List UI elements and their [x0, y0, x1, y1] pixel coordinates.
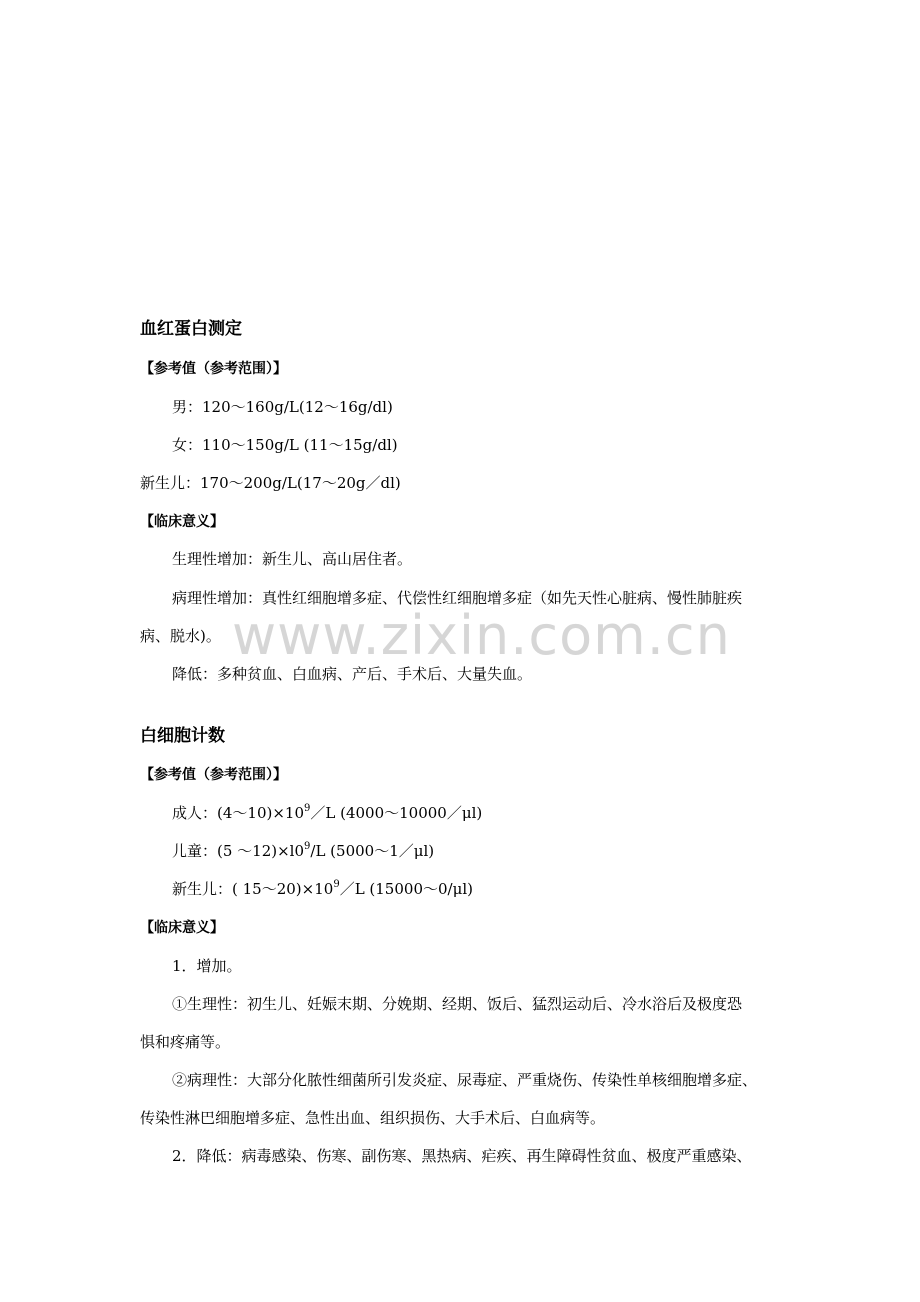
- reference-label: 【参考值（参考范围）】: [140, 767, 287, 783]
- decrease-line1: 2．降低：病毒感染、伤寒、副伤寒、黑热病、疟疾、再生障碍性贫血、极度严重感染、: [172, 1147, 752, 1165]
- reference-label: 【参考值（参考范围）】: [140, 361, 287, 377]
- reference-newborn: 新生儿：170～200g/L(17～20g／dl): [140, 474, 401, 492]
- physiological-increase: 生理性增加：新生儿、高山居住者。: [172, 550, 413, 568]
- exponent: 9: [304, 803, 311, 814]
- watermark: www.zixin.com.cn: [232, 604, 731, 667]
- reference-adult-b: ／L (4000～10000／μl): [310, 804, 483, 822]
- section-title-wbc: 白细胞计数: [140, 726, 225, 746]
- reference-child-b: /L (5000～1／μl): [310, 842, 435, 860]
- reference-newborn-b: ／L (15000～0/μl): [339, 880, 473, 898]
- section-title-hemoglobin: 血红蛋白测定: [140, 319, 242, 339]
- reference-child: [172, 841, 434, 861]
- pathological-increase-line1: 病理性增加：真性红细胞增多症、代偿性红细胞增多症（如先天性心脏病、慢性肺脏疾: [172, 589, 743, 607]
- pathological-increase-line2: 病、脱水)。: [140, 627, 221, 645]
- increase-heading: 1．增加。: [172, 957, 242, 975]
- physiological-line1: ①生理性：初生儿、妊娠末期、分娩期、经期、饭后、猛烈运动后、冷水浴后及极度恐: [172, 995, 743, 1013]
- reference-newborn: [172, 879, 473, 899]
- decrease-text: 降低：多种贫血、白血病、产后、手术后、大量失血。: [172, 665, 533, 683]
- clinical-label: 【临床意义】: [140, 514, 224, 530]
- pathological-line2: 传染性淋巴细胞增多症、急性出血、组织损伤、大手术后、白血病等。: [140, 1109, 606, 1127]
- exponent: 9: [333, 879, 340, 890]
- physiological-line2: 惧和疼痛等。: [140, 1033, 231, 1051]
- reference-male: 男：120～160g/L(12～16g/dl): [172, 398, 393, 416]
- reference-newborn-a: 新生儿：( 15～20)×10: [172, 880, 334, 898]
- exponent: 9: [304, 841, 311, 852]
- reference-child-a: 儿童：(5 ～12)×l0: [172, 842, 305, 860]
- pathological-line1: ②病理性：大部分化脓性细菌所引发炎症、尿毒症、严重烧伤、传染性单核细胞增多症、: [172, 1071, 758, 1089]
- reference-female: 女：110～150g/L (11～15g/dl): [172, 436, 398, 454]
- reference-adult-a: 成人：(4～10)×10: [172, 804, 304, 822]
- reference-adult: [172, 803, 482, 823]
- clinical-label: 【临床意义】: [140, 920, 224, 936]
